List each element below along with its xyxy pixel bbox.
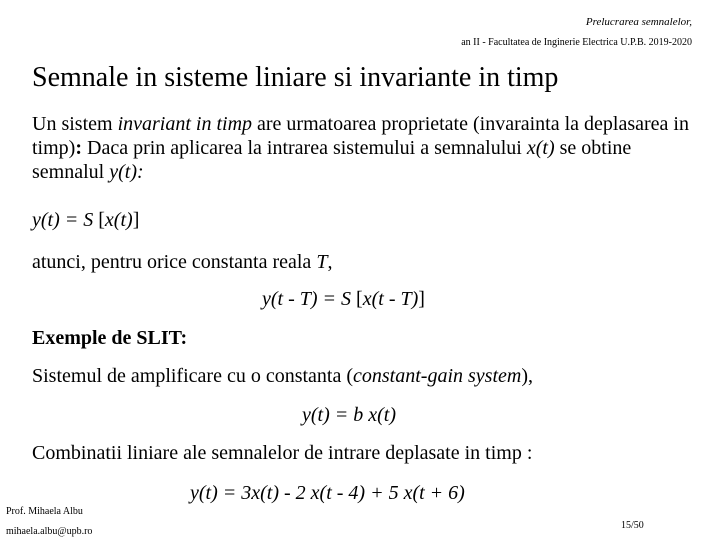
footer-email: mihaela.albu@upb.ro xyxy=(6,526,93,537)
page-number: 15/50 xyxy=(621,520,644,531)
slide-title: Semnale in sisteme liniare si invariante in timp xyxy=(32,62,559,93)
condition-text: atunci, pentru orice constanta reala T, xyxy=(32,251,333,273)
equation-2: y(t - T) = S [x(t - T)] xyxy=(262,288,425,310)
equation-4: y(t) = 3x(t) - 2 x(t - 4) + 5 x(t + 6) xyxy=(190,482,465,504)
example-2-text: Combinatii liniare ale semnalelor de intrare deplasate in timp : xyxy=(32,442,533,464)
header-faculty: an II - Facultatea de Inginerie Electrica U.P.B. 2019-2020 xyxy=(461,37,692,48)
footer-author: Prof. Mihaela Albu xyxy=(6,506,83,517)
examples-heading: Exemple de SLIT: xyxy=(32,327,188,349)
header-course: Prelucrarea semnalelor, xyxy=(585,16,692,28)
equation-3: y(t) = b x(t) xyxy=(302,404,397,426)
example-1-text: Sistemul de amplificare cu o constanta (constant-gain system), xyxy=(32,365,533,387)
definition-paragraph: Un sistem invariant in timp are urmatoarea proprietate (invarainta la deplasarea in timp): Daca prin aplicarea la intrarea sistemului a semnalului x(t) se obtine semnalul y(t): xyxy=(32,113,689,183)
equation-1: y(t) = S [x(t)] xyxy=(32,209,140,231)
